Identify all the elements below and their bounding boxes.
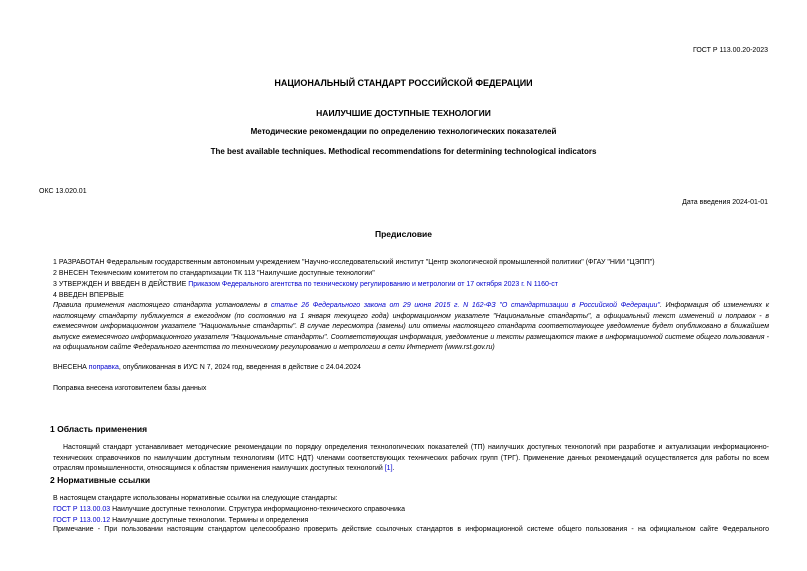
english-title: The best available techniques. Methodical recommendations for determining technological indicators: [210, 147, 597, 156]
foreword-item-1: 1 РАЗРАБОТАН Федеральным государственным автономным учреждением "Научно-исследовательский институт "Центр экологической промышленной политики" (ФГАУ "НИИ "ЦЭПП"): [53, 259, 655, 266]
foreword-heading: Предисловие: [374, 229, 433, 239]
normative-ref-1: [53, 506, 405, 513]
gost-ref-2-title: Наилучшие доступные технологии. Термины и определения: [110, 517, 309, 524]
rules-text-start: Правила применения настоящего стандарта установлены в: [53, 302, 272, 309]
bibliography-ref-link[interactable]: [1]: [384, 465, 393, 472]
section-2-heading: 2 Нормативные ссылки: [50, 475, 151, 485]
subtitle: Методические рекомендации по определению технологических показателей: [250, 127, 557, 136]
rules-text-end: . Информация об изменениях к настоящему стандарту публикуется в ежегодном (по состоянию на 1 января текущего года) информационном указателе "Национальные стандарты", а официальный текст изменений и поправок - в ежемесячном информационном указателе "Национальные стандарты". В случае пересмотра (замены) или отмены настоящего стандарта соответствующее уведомление будет опубликовано в ближайшем выпуске ежемесячного информационного указателя "Национальные стандарты". Соответствующая информация, уведомление и тексты размещаются также в информационной системе общего пользования - на официальном сайте Федерального агентства по техническому регулированию и метрологии в сети Интернет (www.rst.gov.ru): [53, 302, 770, 351]
order-link[interactable]: Приказом Федерального агентства по техническому регулированию и метрологии от 17 октября 2023 г. N 1160-ст: [188, 281, 558, 288]
federal-law-link[interactable]: статье 26 Федерального закона от 29 июня 2015 г. N 162-ФЗ "О стандартизации в Российской Федерации": [271, 302, 660, 309]
amendment-line: [53, 364, 361, 371]
section-1-body: Настоящий стандарт устанавливает методические рекомендации по порядку определения технологических показателей (ТП) наилучших доступных технологий при разработке и актуализации информационно-технических справочников по наилучшим доступным технологиям (ИТС НДТ) членами соответствующих технических рабочих групп (ТРГ). Применение данных рекомендаций осуществляется для работы по всем отраслям промышленности, относящимся к областям применения наилучших доступных технологий: [53, 444, 769, 472]
doc-code: ГОСТ Р 113.00.20-2023: [692, 47, 768, 54]
section-2-note: Примечание - При пользовании настоящим стандартом целесообразно проверить действие ссылочных стандартов в информационной системе общего пользования - на официальном сайте Федерального: [53, 526, 769, 533]
amendment-suffix: , опубликованная в ИУС N 7, 2024 год, введенная в действие с 24.04.2024: [118, 364, 361, 371]
section-1-period: .: [392, 465, 395, 472]
introduction-date: Дата введения 2024-01-01: [682, 199, 768, 206]
standard-type-title: НАЦИОНАЛЬНЫЙ СТАНДАРТ РОССИЙСКОЙ ФЕДЕРАЦИИ: [274, 78, 533, 88]
foreword-item-3: [53, 281, 558, 288]
section-2-intro: В настоящем стандарте использованы нормативные ссылки на следующие стандарты:: [53, 495, 338, 502]
amendment-link[interactable]: поправка: [88, 364, 119, 371]
application-rules-paragraph: [53, 301, 769, 354]
foreword-item-2: 2 ВНЕСЕН Техническим комитетом по стандартизации ТК 113 "Наилучшие доступные технологии": [53, 270, 375, 277]
oks-code: ОКС 13.020.01: [39, 188, 87, 195]
foreword-item-3-label: 3 УТВЕРЖДЕН И ВВЕДЕН В ДЕЙСТВИЕ: [53, 281, 189, 288]
normative-ref-2: [53, 517, 308, 524]
amendment-prefix: ВНЕСЕНА: [53, 364, 89, 371]
amendment-note: Поправка внесена изготовителем базы данных: [53, 385, 207, 392]
main-title: НАИЛУЧШИЕ ДОСТУПНЫЕ ТЕХНОЛОГИИ: [316, 108, 491, 118]
section-1-heading: 1 Область применения: [50, 424, 148, 434]
foreword-item-4: 4 ВВЕДЕН ВПЕРВЫЕ: [53, 292, 124, 299]
gost-ref-1-link[interactable]: ГОСТ Р 113.00.03: [53, 506, 111, 513]
gost-ref-2-link[interactable]: ГОСТ Р 113.00.12: [53, 517, 111, 524]
section-1-text: [53, 443, 769, 475]
gost-ref-1-title: Наилучшие доступные технологии. Структура информационно-технического справочника: [110, 506, 405, 513]
